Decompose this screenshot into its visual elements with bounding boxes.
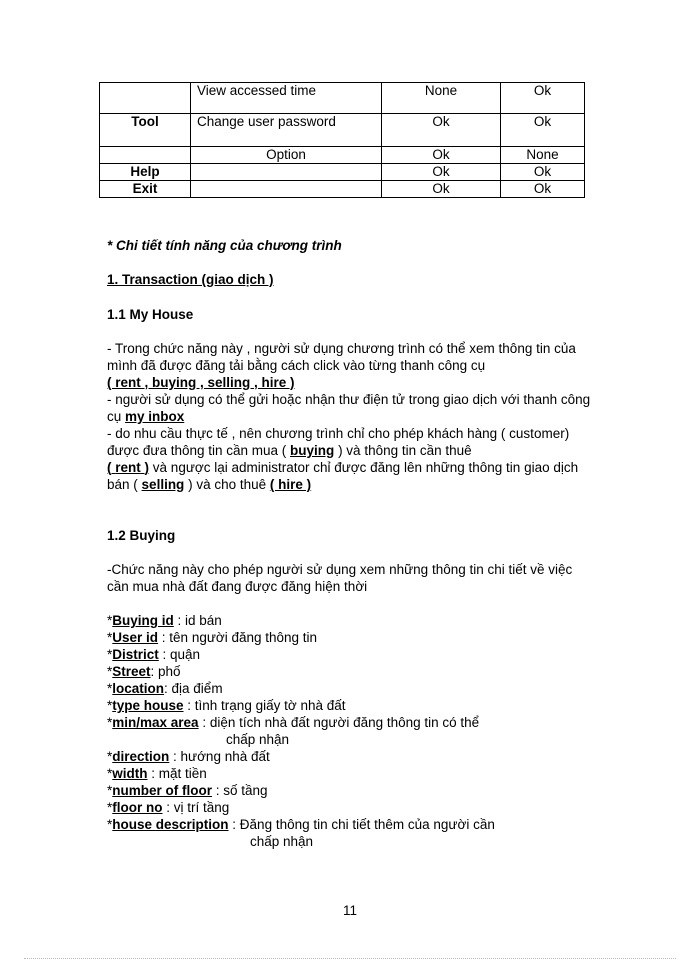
field-item: *floor no : vị trí tầng bbox=[107, 800, 230, 815]
field-name: house description bbox=[112, 817, 229, 832]
paragraph-text: - do nhu cầu thực tế , nên chương trình chỉ cho phép khách hàng ( customer) được đưa thông tin cần mua ( bbox=[107, 426, 570, 458]
field-name: type house bbox=[112, 698, 184, 713]
inbox-link-text: my inbox bbox=[125, 409, 185, 424]
heading-buying: 1.2 Buying bbox=[107, 528, 176, 543]
table-cell: Tool bbox=[100, 114, 191, 147]
paragraph-text: - người sử dụng có thể gửi hoặc nhận thư điện tử trong giao dịch với thanh công cụ bbox=[107, 392, 591, 424]
field-item: *Street: phố bbox=[107, 664, 181, 679]
field-item: *house description : Đăng thông tin chi tiết thêm của người cần bbox=[107, 817, 495, 832]
permission-table bbox=[99, 82, 585, 198]
buying-text: buying bbox=[290, 443, 335, 458]
field-item: *Buying id : id bán bbox=[107, 613, 222, 628]
field-name: floor no bbox=[112, 800, 163, 815]
table-row bbox=[100, 164, 585, 181]
table-row bbox=[100, 114, 585, 147]
table-cell: Ok bbox=[382, 114, 501, 147]
table-cell: Ok bbox=[501, 164, 585, 181]
field-item: *location: địa điểm bbox=[107, 681, 223, 696]
rent-close: ) bbox=[144, 460, 150, 475]
field-desc: : hướng nhà đất bbox=[169, 749, 270, 764]
table-cell bbox=[191, 164, 382, 181]
table-cell: None bbox=[382, 83, 501, 114]
rent-open: ( bbox=[107, 460, 112, 475]
table-cell: Ok bbox=[501, 83, 585, 114]
field-continuation: chấp nhận bbox=[226, 732, 290, 747]
hire-text: ( hire ) bbox=[269, 477, 312, 492]
rent-text bbox=[107, 460, 149, 475]
field-name: min/max area bbox=[112, 715, 199, 730]
field-desc: : mặt tiền bbox=[147, 766, 207, 781]
table-cell bbox=[100, 147, 191, 164]
field-desc: : quận bbox=[158, 647, 201, 662]
table-cell: Ok bbox=[382, 147, 501, 164]
table-cell bbox=[100, 83, 191, 114]
table-cell: Ok bbox=[501, 181, 585, 198]
field-name: location bbox=[112, 681, 165, 696]
field-continuation: chấp nhận bbox=[250, 834, 314, 849]
paragraph-text: ) và cho thuê bbox=[188, 477, 267, 492]
field-desc: : diện tích nhà đất người đăng thông tin có thể bbox=[198, 715, 480, 730]
table-cell: Exit bbox=[100, 181, 191, 198]
field-name: direction bbox=[112, 749, 170, 764]
paragraph-text: - Trong chức năng này , người sử dụng chương trình có thể xem thông tin của mình đã được đăng tải bằng cách click vào từng thanh công cụ bbox=[107, 341, 576, 373]
paragraph-my-house bbox=[107, 340, 597, 493]
page-number: 11 bbox=[342, 903, 357, 918]
field-desc: : tình trạng giấy tờ nhà đất bbox=[183, 698, 346, 713]
table-cell: Change user password bbox=[191, 114, 382, 147]
field-desc: : id bán bbox=[173, 613, 222, 628]
field-name: number of floor bbox=[112, 783, 213, 798]
field-desc: : địa điểm bbox=[164, 681, 223, 696]
field-name: User id bbox=[112, 630, 159, 645]
field-desc: : tên người đăng thông tin bbox=[158, 630, 318, 645]
field-desc: : Đăng thông tin chi tiết thêm của người cần bbox=[228, 817, 495, 832]
field-item: *number of floor : số tầng bbox=[107, 783, 268, 798]
table-cell bbox=[191, 181, 382, 198]
rent-word: rent bbox=[115, 460, 141, 475]
paragraph-text: ) và thông tin cần thuê bbox=[338, 443, 472, 458]
field-desc: : phố bbox=[150, 664, 181, 679]
page-divider bbox=[24, 958, 676, 959]
table-cell: Ok bbox=[382, 164, 501, 181]
field-desc: : vị trí tầng bbox=[162, 800, 230, 815]
field-item: *District : quận bbox=[107, 647, 201, 662]
selling-text: selling bbox=[141, 477, 185, 492]
table-cell: Ok bbox=[501, 114, 585, 147]
heading-my-house: 1.1 My House bbox=[107, 307, 194, 322]
paragraph-buying: -Chức năng này cho phép người sử dụng xem những thông tin chi tiết về việc cần mua nhà đất đang được đăng hiện thời bbox=[107, 562, 573, 594]
field-item: *direction : hướng nhà đất bbox=[107, 749, 270, 764]
table-row bbox=[100, 147, 585, 164]
table-row bbox=[100, 181, 585, 198]
field-item: *min/max area : diện tích nhà đất người đăng thông tin có thể bbox=[107, 715, 480, 730]
table-row bbox=[100, 83, 585, 114]
section-title: * Chi tiết tính năng của chương trình bbox=[107, 238, 342, 253]
heading-transaction: 1. Transaction (giao dịch ) bbox=[107, 272, 274, 287]
toolbar-list: ( rent , buying , selling , hire ) bbox=[107, 375, 295, 390]
field-item: *width : mặt tiền bbox=[107, 766, 207, 781]
table-cell: Option bbox=[191, 147, 382, 164]
paragraph-text: và ngược lại administrator chỉ được đăng lên những thông tin giao dịch bán ( bbox=[107, 460, 579, 492]
field-item: *User id : tên người đăng thông tin bbox=[107, 630, 318, 645]
table-cell: View accessed time bbox=[191, 83, 382, 114]
field-item: *type house : tình trạng giấy tờ nhà đất bbox=[107, 698, 346, 713]
field-name: Buying id bbox=[112, 613, 174, 628]
field-name: Street bbox=[112, 664, 151, 679]
field-name: width bbox=[112, 766, 148, 781]
field-name: District bbox=[112, 647, 159, 662]
table-cell: Help bbox=[100, 164, 191, 181]
table-cell: Ok bbox=[382, 181, 501, 198]
table-cell: None bbox=[501, 147, 585, 164]
field-desc: : số tầng bbox=[212, 783, 268, 798]
